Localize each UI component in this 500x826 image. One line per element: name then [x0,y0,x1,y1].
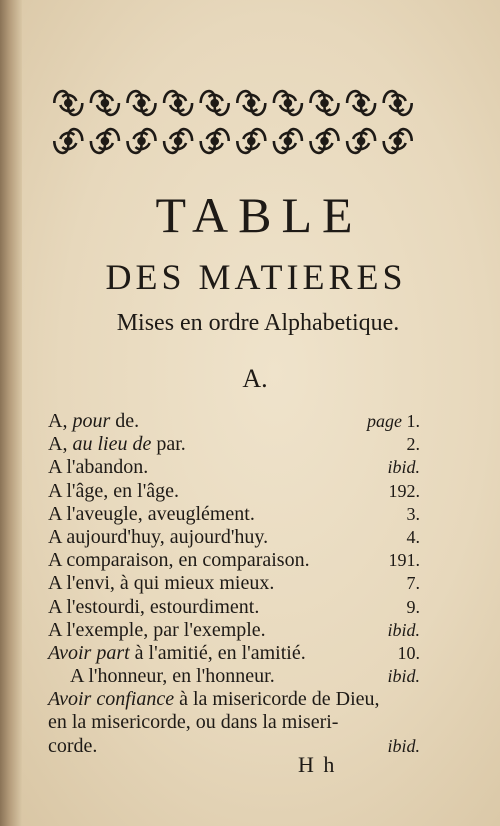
fleuron-ornament [274,91,302,115]
index-entries [48,410,420,758]
fleuron-ornament [384,91,412,115]
fleuron-ornament [128,129,156,153]
fleuron-ornament [347,129,375,153]
fleuron-ornament [237,91,265,115]
fleuron-ornament [274,129,302,153]
index-entry: A l'aveugle, aveuglément. 3. [48,502,420,525]
index-entry: A l'abandon. ibid. [48,456,420,479]
fleuron-ornament [54,91,82,115]
fleuron-ornament [347,91,375,115]
index-entry: A l'exemple, par l'exemple. ibid. [48,618,420,641]
index-entry: A, au lieu de par. 2. [48,433,420,456]
fleuron-ornament [54,129,82,153]
section-letter: A. [242,364,268,393]
fleuron-ornament [201,129,229,153]
fleuron-ornament [91,91,119,115]
index-entry: A l'estourdi, estourdiment. 9. [48,595,420,618]
page-caption: Mises en ordre Alphabetique. [116,310,400,336]
catchword: H h [298,752,337,777]
ornament-band [50,84,416,160]
index-entry: A aujourd'huy, aujourd'huy. 4. [48,525,420,548]
index-entry: A l'âge, en l'âge. 192. [48,479,420,502]
fleuron-ornament [384,129,412,153]
fleuron-ornament [311,91,339,115]
page-title: TABLE [155,187,363,243]
ornament-row [54,91,411,153]
index-entry: A l'honneur, en l'honneur. ibid. [70,665,420,688]
fleuron-ornament [91,129,119,153]
fleuron-ornament [311,129,339,153]
index-entry-long: Avoir confiance à la misericorde de Dieu, [48,688,380,711]
index-entry: A comparaison, en comparaison. 191. [48,549,420,572]
fleuron-ornament [201,91,229,115]
index-entry-long-line3: corde. ibid. [48,734,420,757]
fleuron-ornament [164,91,192,115]
page-gutter [0,0,22,826]
fleuron-ornament [237,129,265,153]
index-entry: Avoir part à l'amitié, en l'amitié. 10. [48,641,420,664]
fleuron-ornament [128,91,156,115]
index-entry: A, pour de. page 1. [48,410,420,432]
fleuron-ornament [164,129,192,153]
index-entry: A l'envi, à qui mieux mieux. 7. [48,572,420,595]
page-subtitle: DES MATIERES [105,257,407,297]
index-entry-long-line2: en la misericorde, ou dans la miseri- [48,711,339,734]
